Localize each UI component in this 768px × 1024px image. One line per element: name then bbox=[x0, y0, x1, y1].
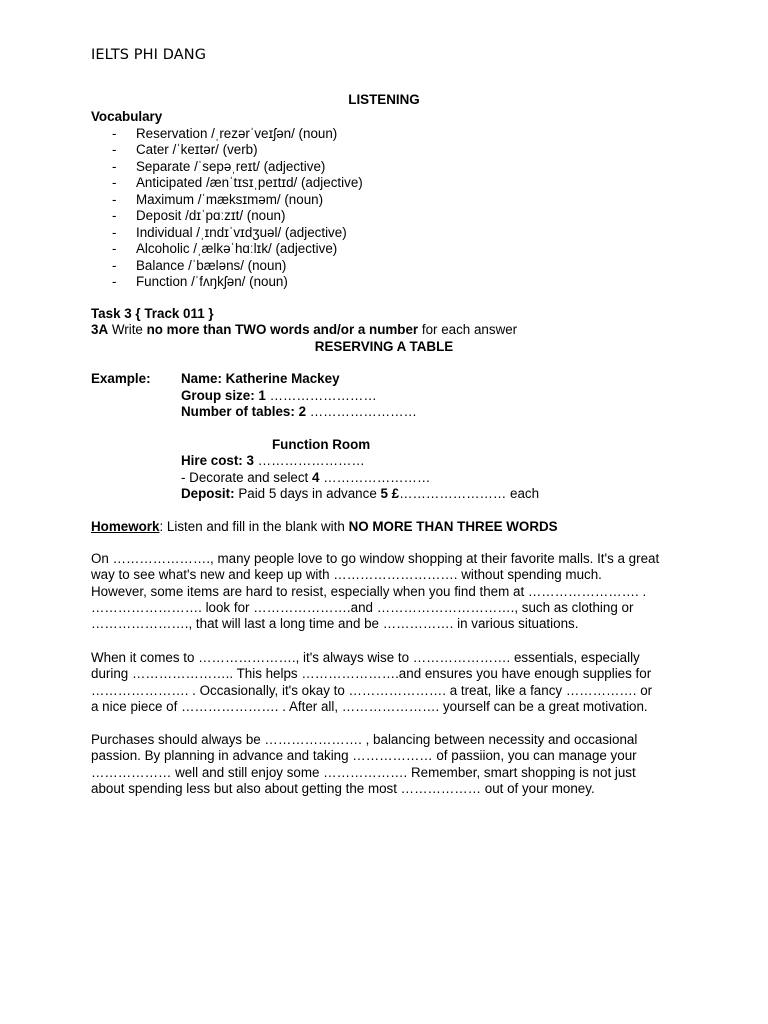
paragraph-line: However, some items are hard to resist, especially when you find them at ……………………. . bbox=[91, 583, 647, 599]
paragraph-line: passion. By planning in advance and taking ……………… of passiion, you can manage your bbox=[91, 748, 637, 764]
vocab-item bbox=[91, 274, 363, 290]
task-heading: Task 3 { Track 011 } bbox=[91, 306, 214, 321]
instruction-write: Write bbox=[111, 322, 143, 337]
homework-label: Homework bbox=[91, 519, 160, 534]
homework-instruction bbox=[91, 519, 558, 535]
instruction-number: 3A bbox=[91, 322, 109, 337]
vocab-text: Balance /ˈbæləns/ (noun) bbox=[136, 257, 287, 273]
vocabulary-list bbox=[91, 126, 363, 290]
bullet-dash: - bbox=[112, 208, 117, 224]
vocab-item bbox=[91, 258, 363, 274]
vocab-text: Reservation /ˌrezərˈveɪʃən/ (noun) bbox=[136, 126, 338, 141]
answer-blank: …………………… bbox=[399, 486, 507, 501]
question-number: 3 bbox=[246, 453, 254, 468]
number-of-tables-label: Number of tables: bbox=[181, 404, 295, 419]
instruction-bold: no more than TWO words and/or a number bbox=[146, 322, 419, 337]
question-number: 4 bbox=[312, 470, 320, 485]
paragraph-line: …………………. . Occasionally, it's okay to …………………. a treat, like a fancy ……………. or bbox=[91, 682, 653, 698]
group-size-line bbox=[181, 388, 377, 404]
bullet-dash: - bbox=[112, 241, 117, 257]
paragraph-line: On …………………., many people love to go window shopping at their favorite malls. It's a great bbox=[91, 551, 660, 566]
vocab-item bbox=[91, 159, 363, 175]
vocab-text: Deposit /dɪˈpɑːzɪt/ (noun) bbox=[136, 208, 286, 224]
bullet-dash: - bbox=[112, 175, 117, 191]
homework-instruction-text: : Listen and fill in the blank with bbox=[159, 519, 345, 534]
task-instruction bbox=[91, 322, 517, 338]
vocab-text: Individual /ˌɪndɪˈvɪdʒuəl/ (adjective) bbox=[136, 224, 347, 240]
answer-blank: …………………… bbox=[323, 470, 431, 485]
vocab-text: Anticipated /ænˈtɪsɪˌpeɪtɪd/ (adjective) bbox=[136, 175, 363, 191]
page-header: IELTS PHI DANG bbox=[91, 47, 207, 63]
vocab-text: Maximum /ˈmæksɪməm/ (noun) bbox=[136, 191, 324, 207]
question-number: 2 bbox=[298, 404, 307, 419]
decorate-line bbox=[181, 470, 430, 486]
form-title: RESERVING A TABLE bbox=[314, 339, 454, 354]
paragraph-line: ……………………. look for ………………….and …………………………., such as clothing or bbox=[91, 600, 634, 616]
bullet-dash: - bbox=[112, 273, 117, 289]
number-of-tables-line bbox=[181, 404, 417, 420]
section-title: LISTENING bbox=[348, 92, 420, 107]
homework-instruction-bold: NO MORE THAN THREE WORDS bbox=[348, 519, 558, 534]
vocab-text: Alcoholic /ˌælkəˈhɑːlɪk/ (adjective) bbox=[136, 241, 338, 257]
answer-blank: …………………… bbox=[309, 404, 417, 419]
bullet-dash: - bbox=[112, 224, 117, 240]
vocab-item bbox=[91, 126, 363, 142]
vocab-item bbox=[91, 225, 363, 241]
question-number: 5 £ bbox=[380, 486, 400, 501]
function-room-title: Function Room bbox=[272, 437, 371, 452]
hire-cost-label: Hire cost: bbox=[181, 453, 243, 468]
vocab-text: Separate /ˈsepəˌreɪt/ (adjective) bbox=[136, 158, 326, 174]
bullet-dash: - bbox=[112, 126, 117, 141]
bullet-dash: - bbox=[112, 142, 117, 158]
vocabulary-heading: Vocabulary bbox=[91, 109, 163, 124]
decorate-text: - Decorate and select bbox=[181, 470, 309, 485]
homework-paragraph-2 bbox=[91, 650, 683, 715]
vocab-text: Function /ˈfʌŋkʃən/ (noun) bbox=[136, 273, 288, 289]
paragraph-line: way to see what's new and keep up with ………………………. without spending much. bbox=[91, 567, 602, 583]
vocab-item bbox=[91, 208, 363, 224]
deposit-line bbox=[181, 486, 539, 502]
question-number: 1 bbox=[258, 388, 266, 403]
deposit-suffix: each bbox=[510, 486, 540, 501]
bullet-dash: - bbox=[112, 158, 117, 174]
vocab-item bbox=[91, 175, 363, 191]
paragraph-line: a nice piece of …………………. . After all, …………………. yourself can be a great motivation. bbox=[91, 699, 648, 715]
paragraph-line: …………………., that will last a long time and be ……………. in various situations. bbox=[91, 616, 579, 632]
name-line: Name: Katherine Mackey bbox=[181, 371, 340, 386]
hire-cost-line bbox=[181, 453, 365, 469]
group-size-label: Group size: bbox=[181, 388, 255, 403]
paragraph-line: Purchases should always be …………………. , balancing between necessity and occasional bbox=[91, 732, 638, 747]
paragraph-line: ……………… well and still enjoy some ………………. Remember, smart shopping is not just bbox=[91, 764, 636, 780]
instruction-suffix: for each answer bbox=[421, 322, 518, 337]
answer-blank: …………………… bbox=[257, 453, 365, 468]
deposit-label: Deposit: bbox=[181, 486, 235, 501]
vocab-item bbox=[91, 142, 363, 158]
homework-paragraph-3 bbox=[91, 732, 683, 797]
bullet-dash: - bbox=[112, 191, 117, 207]
answer-blank: …………………… bbox=[269, 388, 377, 403]
deposit-text: Paid 5 days in advance bbox=[238, 486, 377, 501]
vocab-item bbox=[91, 241, 363, 257]
bullet-dash: - bbox=[112, 257, 117, 273]
paragraph-line: about spending less but also about getting the most ……………… out of your money. bbox=[91, 781, 595, 797]
example-label: Example: bbox=[91, 371, 151, 386]
paragraph-line: during ………………….. This helps ………………….and ensures you have enough supplies for bbox=[91, 666, 652, 682]
homework-paragraph-1 bbox=[91, 551, 683, 633]
vocab-item bbox=[91, 192, 363, 208]
vocab-text: Cater /ˈkeɪtər/ (verb) bbox=[136, 142, 258, 158]
paragraph-line: When it comes to …………………., it's always wise to …………………. essentials, especially bbox=[91, 650, 640, 665]
